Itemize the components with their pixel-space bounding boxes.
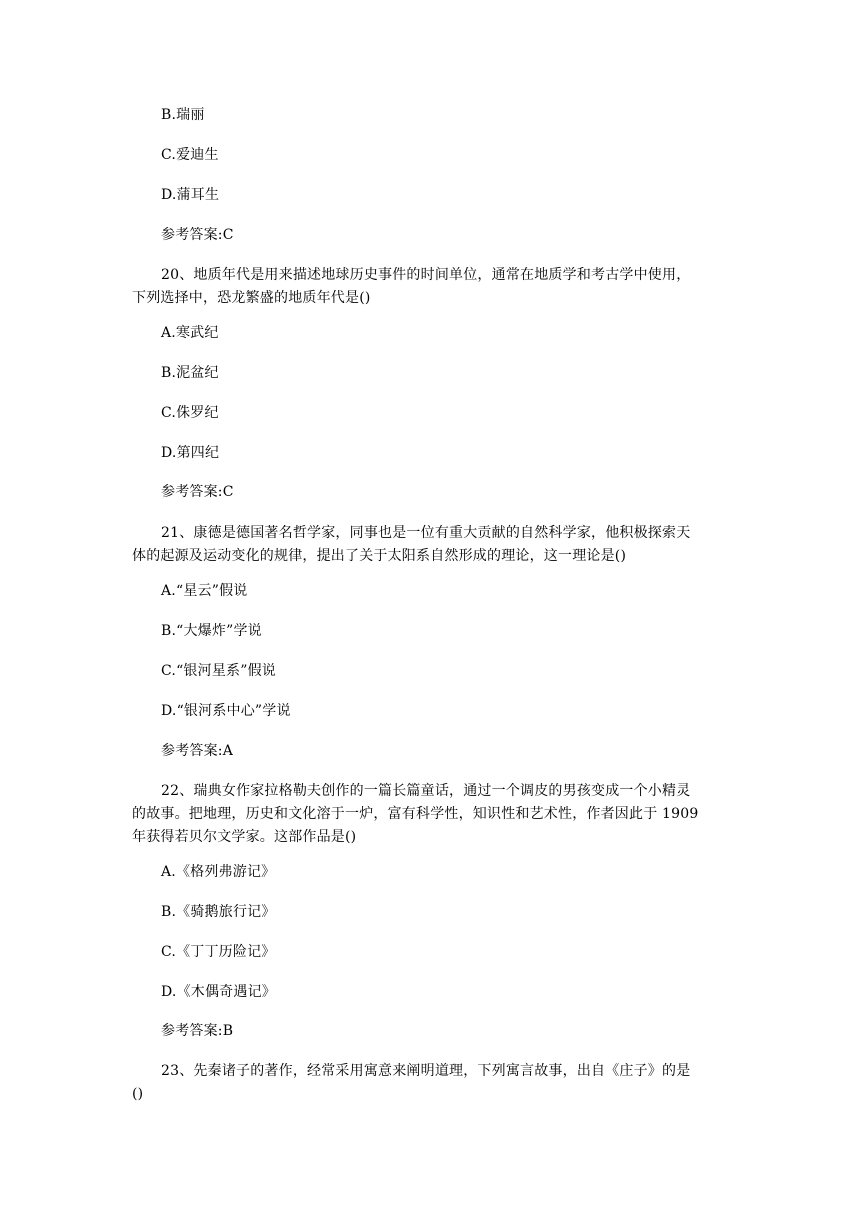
q20-option-d: D.第四纪 xyxy=(161,445,220,461)
q23-question-line-2: () xyxy=(132,1086,144,1102)
q22-option-a: A.《格列弗游记》 xyxy=(161,864,276,880)
q22-answer: 参考答案:B xyxy=(161,1023,234,1039)
q21-question-line-2: 体的起源及运动变化的规律，提出了关于太阳系自然形成的理论，这一理论是() xyxy=(132,548,627,564)
q20-option-c: C.侏罗纪 xyxy=(161,405,219,421)
q22-option-d: D.《木偶奇遇记》 xyxy=(161,984,276,1000)
q20-question-line-2: 下列选择中，恐龙繁盛的地质年代是() xyxy=(132,290,371,306)
q22-question-line-1: 22、瑞典女作家拉格勒夫创作的一篇长篇童话，通过一个调皮的男孩变成一个小精灵 xyxy=(161,783,691,799)
q19-option-c: C.爱迪生 xyxy=(161,147,219,163)
q21-option-d: D.“银河系中心”学说 xyxy=(161,703,291,719)
q22-option-b: B.《骑鹅旅行记》 xyxy=(161,904,276,920)
q19-option-b: B.瑞丽 xyxy=(161,107,205,123)
q22-question-line-3: 年获得若贝尔文学家。这部作品是() xyxy=(132,829,357,845)
q20-option-b: B.泥盆纪 xyxy=(161,365,219,381)
q21-question-line-1: 21、康德是德国著名哲学家，同事也是一位有重大贡献的自然科学家，他积极探索天 xyxy=(161,525,691,541)
q21-option-c: C.“银河星系”假说 xyxy=(161,663,276,679)
q20-question-line-1: 20、地质年代是用来描述地球历史事件的时间单位，通常在地质学和考古学中使用， xyxy=(161,267,691,283)
q20-option-a: A.寒武纪 xyxy=(161,325,219,341)
q19-answer: 参考答案:C xyxy=(161,227,234,243)
q21-option-b: B.“大爆炸”学说 xyxy=(161,623,262,639)
q21-option-a: A.“星云”假说 xyxy=(161,583,248,599)
q23-question-line-1: 23、先秦诸子的著作，经常采用寓意来阐明道理，下列寓言故事，出自《庄子》的是 xyxy=(161,1063,691,1079)
q22-option-c: C.《丁丁历险记》 xyxy=(161,944,276,960)
q21-answer: 参考答案:A xyxy=(161,743,234,759)
q20-answer: 参考答案:C xyxy=(161,484,234,500)
q19-option-d: D.蒲耳生 xyxy=(161,187,220,203)
q22-question-line-2: 的故事。把地理，历史和文化溶于一炉，富有科学性，知识性和艺术性，作者因此于 1909 xyxy=(132,806,699,822)
